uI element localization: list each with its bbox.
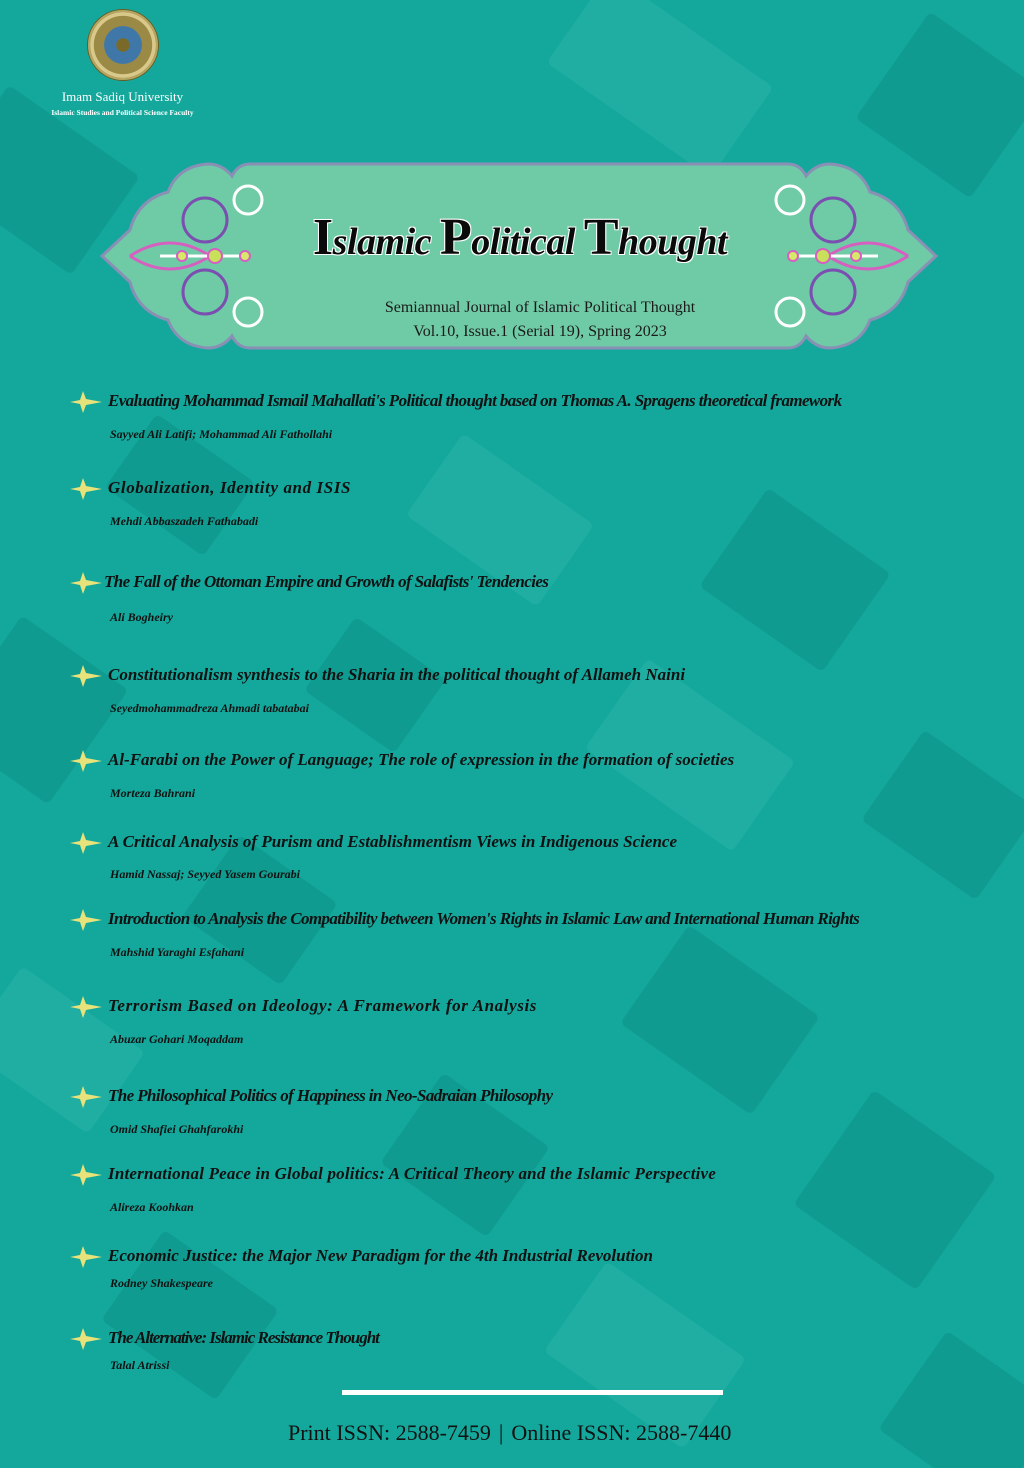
title-initial: P	[440, 209, 472, 266]
article-authors: Seyedmohammadreza Ahmadi tabatabai	[110, 701, 309, 715]
article-title[interactable]: Globalization, Identity and ISIS	[108, 478, 352, 497]
star-bullet-icon	[66, 907, 104, 933]
title-banner	[100, 160, 938, 352]
article-authors: Morteza Bahrani	[110, 786, 196, 800]
article-authors: Mehdi Abbaszadeh Fathabadi	[110, 514, 259, 528]
star-bullet-icon	[66, 748, 104, 774]
article-title[interactable]: A Critical Analysis of Purism and Establishmentism Views in Indigenous Science	[108, 832, 677, 851]
journal-title	[270, 208, 770, 267]
issn-separator: |	[498, 1420, 504, 1445]
article-title[interactable]: Terrorism Based on Ideology: A Framework for Analysis	[108, 996, 537, 1015]
footer-divider	[342, 1390, 723, 1395]
faculty-name: Islamic Studies and Political Science Faculty	[51, 108, 194, 118]
journal-description: Semiannual Journal of Islamic Political Thought	[384, 299, 696, 316]
article-title[interactable]: The Philosophical Politics of Happiness in Neo-Sadraian Philosophy	[108, 1086, 553, 1105]
article-authors: Hamid Nassaj; Seyyed Yasem Gourabi	[110, 867, 301, 881]
star-bullet-icon	[66, 1244, 104, 1270]
star-bullet-icon	[66, 1326, 104, 1352]
article-title[interactable]: International Peace in Global politics: A Critical Theory and the Islamic Perspective	[108, 1164, 717, 1183]
star-bullet-icon	[66, 1162, 104, 1188]
title-word: hought	[618, 221, 728, 263]
article-authors: Omid Shafiei Ghahfarokhi	[110, 1122, 244, 1136]
university-header	[40, 10, 205, 117]
star-bullet-icon	[66, 389, 104, 415]
star-bullet-icon	[66, 476, 104, 502]
issn-line	[288, 1420, 731, 1446]
article-authors: Talal Atrissi	[110, 1358, 170, 1372]
star-bullet-icon	[66, 663, 104, 689]
print-issn: Print ISSN: 2588-7459	[288, 1420, 491, 1445]
star-bullet-icon	[66, 830, 104, 856]
article-title[interactable]: Evaluating Mohammad Ismail Mahallati's Political thought based on Thomas A. Spragens theoretical framework	[108, 391, 842, 410]
university-emblem-icon	[88, 10, 158, 80]
article-title[interactable]: Constitutionalism synthesis to the Sharia in the political thought of Allameh Naini	[108, 665, 686, 684]
article-title[interactable]: Economic Justice: the Major New Paradigm for the 4th Industrial Revolution	[108, 1246, 653, 1265]
title-initial: I	[312, 209, 333, 266]
journal-subtitle	[270, 296, 810, 344]
title-word: olitical	[471, 221, 584, 263]
article-authors: Rodney Shakespeare	[110, 1276, 213, 1290]
article-title[interactable]: Al-Farabi on the Power of Language; The role of expression in the formation of societies	[108, 750, 735, 769]
title-word: slamic	[332, 221, 440, 263]
title-initial: T	[583, 209, 619, 266]
online-issn: Online ISSN: 2588-7440	[511, 1420, 732, 1445]
article-title[interactable]: Introduction to Analysis the Compatibility between Women's Rights in Islamic Law and International Human Rights	[108, 909, 860, 928]
article-authors: Abuzar Gohari Moqaddam	[110, 1032, 244, 1046]
article-authors: Ali Bogheiry	[110, 610, 174, 624]
article-authors: Mahshid Yaraghi Esfahani	[110, 945, 245, 959]
article-title[interactable]: The Alternative: Islamic Resistance Thought	[108, 1328, 379, 1347]
star-bullet-icon	[66, 1084, 104, 1110]
article-title[interactable]: The Fall of the Ottoman Empire and Growth of Salafists' Tendencies	[104, 572, 549, 591]
university-name: Imam Sadiq University	[61, 89, 184, 104]
star-bullet-icon	[66, 570, 104, 596]
article-authors: Sayyed Ali Latifi; Mohammad Ali Fathollahi	[110, 427, 333, 441]
star-bullet-icon	[66, 994, 104, 1020]
issue-info: Vol.10, Issue.1 (Serial 19), Spring 2023	[413, 323, 667, 340]
article-authors: Alireza Koohkan	[110, 1200, 194, 1214]
